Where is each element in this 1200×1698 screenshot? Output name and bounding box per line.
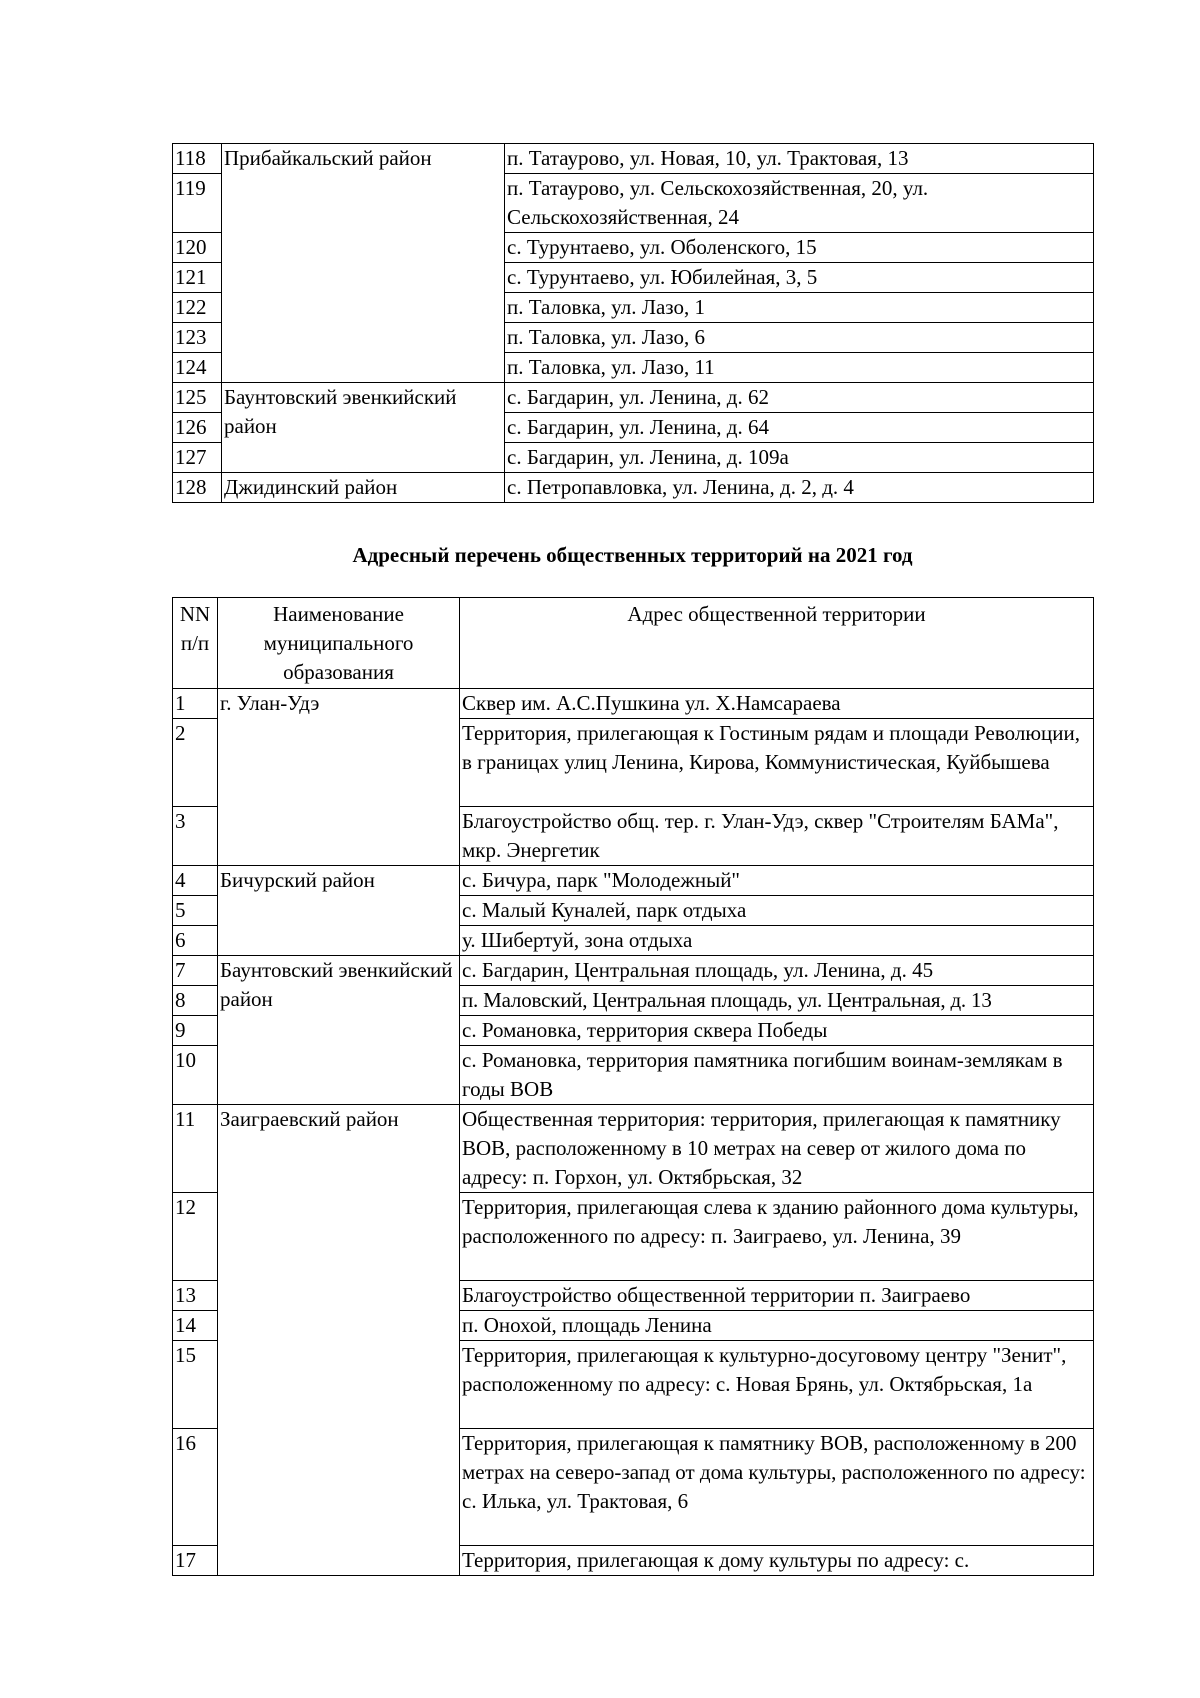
district-name: Бичурский район [218,866,460,956]
row-number: 12 [173,1193,218,1281]
address: п. Таловка, ул. Лазо, 6 [505,323,1094,353]
district-name: Заиграевский район [218,1105,460,1576]
table-row [173,263,1094,293]
row-number: 7 [173,956,218,986]
row-number: 10 [173,1046,218,1105]
address: Общественная территория: территория, прилегающая к памятнику ВОВ, расположенному в 10 метрах на север от жилого дома по адресу: п. Горхон, ул. Октябрьская, 32 [460,1105,1094,1193]
row-number: 3 [173,807,218,866]
district-name [222,293,505,323]
address: п. Таловка, ул. Лазо, 11 [505,353,1094,383]
row-number: 125 [173,383,222,413]
row-number: 8 [173,986,218,1016]
row-number: 15 [173,1341,218,1429]
row-number: 1 [173,689,218,719]
district-name: Прибайкальский район [222,144,505,174]
row-number: 127 [173,443,222,473]
address: Территория, прилегающая к памятнику ВОВ, расположенному в 200 метрах на северо-запад от дома культуры, расположенного по адресу: с. Илька, ул. Трактовая, 6 [460,1429,1094,1546]
row-number: 16 [173,1429,218,1546]
address: Территория, прилегающая к дому культуры по адресу: с. [460,1546,1094,1576]
district-name: Баунтовский эвенкийский район [218,956,460,1105]
table-row [173,353,1094,383]
address: Территория, прилегающая к Гостиным рядам и площади Революции, в границах улиц Ленина, Кирова, Коммунистическая, Куйбышева [460,719,1094,807]
address: с. Бичура, парк "Молодежный" [460,866,1094,896]
district-name [222,174,505,233]
row-number: 6 [173,926,218,956]
address: с. Романовка, территория сквера Победы [460,1016,1094,1046]
district-name: г. Улан-Удэ [218,689,460,866]
district-name [222,233,505,263]
table-row [173,956,1094,986]
row-number: 17 [173,1546,218,1576]
row-number: 118 [173,144,222,174]
row-number: 11 [173,1105,218,1193]
district-name [222,323,505,353]
public-territories-table [172,597,1094,1576]
row-number: 13 [173,1281,218,1311]
header-address: Адрес общественной территории [460,598,1094,689]
address: Сквер им. А.С.Пушкина ул. Х.Намсараева [460,689,1094,719]
address: Территория, прилегающая к культурно-досуговому центру "Зенит", расположенному по адресу: с. Новая Брянь, ул. Октябрьская, 1а [460,1341,1094,1429]
table-row [173,233,1094,263]
row-number: 9 [173,1016,218,1046]
row-number: 119 [173,174,222,233]
header-municipality: Наименование муниципального образования [218,598,460,689]
section-heading: Адресный перечень общественных территорий на 2021 год [352,543,913,567]
address: Благоустройство общ. тер. г. Улан-Удэ, сквер "Строителям БАМа", мкр. Энергетик [460,807,1094,866]
row-number: 5 [173,896,218,926]
table-row [173,383,1094,413]
address: Территория, прилегающая слева к зданию районного дома культуры, расположенного по адресу: п. Заиграево, ул. Ленина, 39 [460,1193,1094,1281]
row-number: 4 [173,866,218,896]
address: с. Петропавловка, ул. Ленина, д. 2, д. 4 [505,473,1094,503]
row-number: 123 [173,323,222,353]
table-row [173,689,1094,719]
row-number: 128 [173,473,222,503]
table-row [173,1105,1094,1193]
address: с. Багдарин, ул. Ленина, д. 62 [505,383,1094,413]
table-row [173,323,1094,353]
table-row [173,866,1094,896]
row-number: 14 [173,1311,218,1341]
header-number: NN п/п [173,598,218,689]
address: п. Онохой, площадь Ленина [460,1311,1094,1341]
table-row [173,293,1094,323]
address: с. Турунтаево, ул. Юбилейная, 3, 5 [505,263,1094,293]
address: с. Романовка, территория памятника погибшим воинам-землякам в годы ВОВ [460,1046,1094,1105]
address: с. Багдарин, ул. Ленина, д. 64 [505,413,1094,443]
addresses-table-continued [172,143,1094,503]
row-number: 2 [173,719,218,807]
address: п. Маловский, Центральная площадь, ул. Центральная, д. 13 [460,986,1094,1016]
district-name: Джидинский район [222,473,505,503]
address: с. Багдарин, ул. Ленина, д. 109а [505,443,1094,473]
address: с. Багдарин, Центральная площадь, ул. Ленина, д. 45 [460,956,1094,986]
address: у. Шибертуй, зона отдыха [460,926,1094,956]
address: с. Малый Куналей, парк отдыха [460,896,1094,926]
row-number: 124 [173,353,222,383]
address: п. Таловка, ул. Лазо, 1 [505,293,1094,323]
district-name [222,263,505,293]
table-row [173,174,1094,233]
row-number: 121 [173,263,222,293]
row-number: 122 [173,293,222,323]
row-number: 120 [173,233,222,263]
table-header-row [173,598,1094,689]
address: п. Татаурово, ул. Новая, 10, ул. Трактовая, 13 [505,144,1094,174]
row-number: 126 [173,413,222,443]
address: с. Турунтаево, ул. Оболенского, 15 [505,233,1094,263]
table-row [173,473,1094,503]
address: п. Татаурово, ул. Сельскохозяйственная, 20, ул. Сельскохозяйственная, 24 [505,174,1094,233]
district-name: Баунтовский эвенкийский район [222,383,505,473]
address: Благоустройство общественной территории п. Заиграево [460,1281,1094,1311]
district-name [222,353,505,383]
table-row [173,144,1094,174]
